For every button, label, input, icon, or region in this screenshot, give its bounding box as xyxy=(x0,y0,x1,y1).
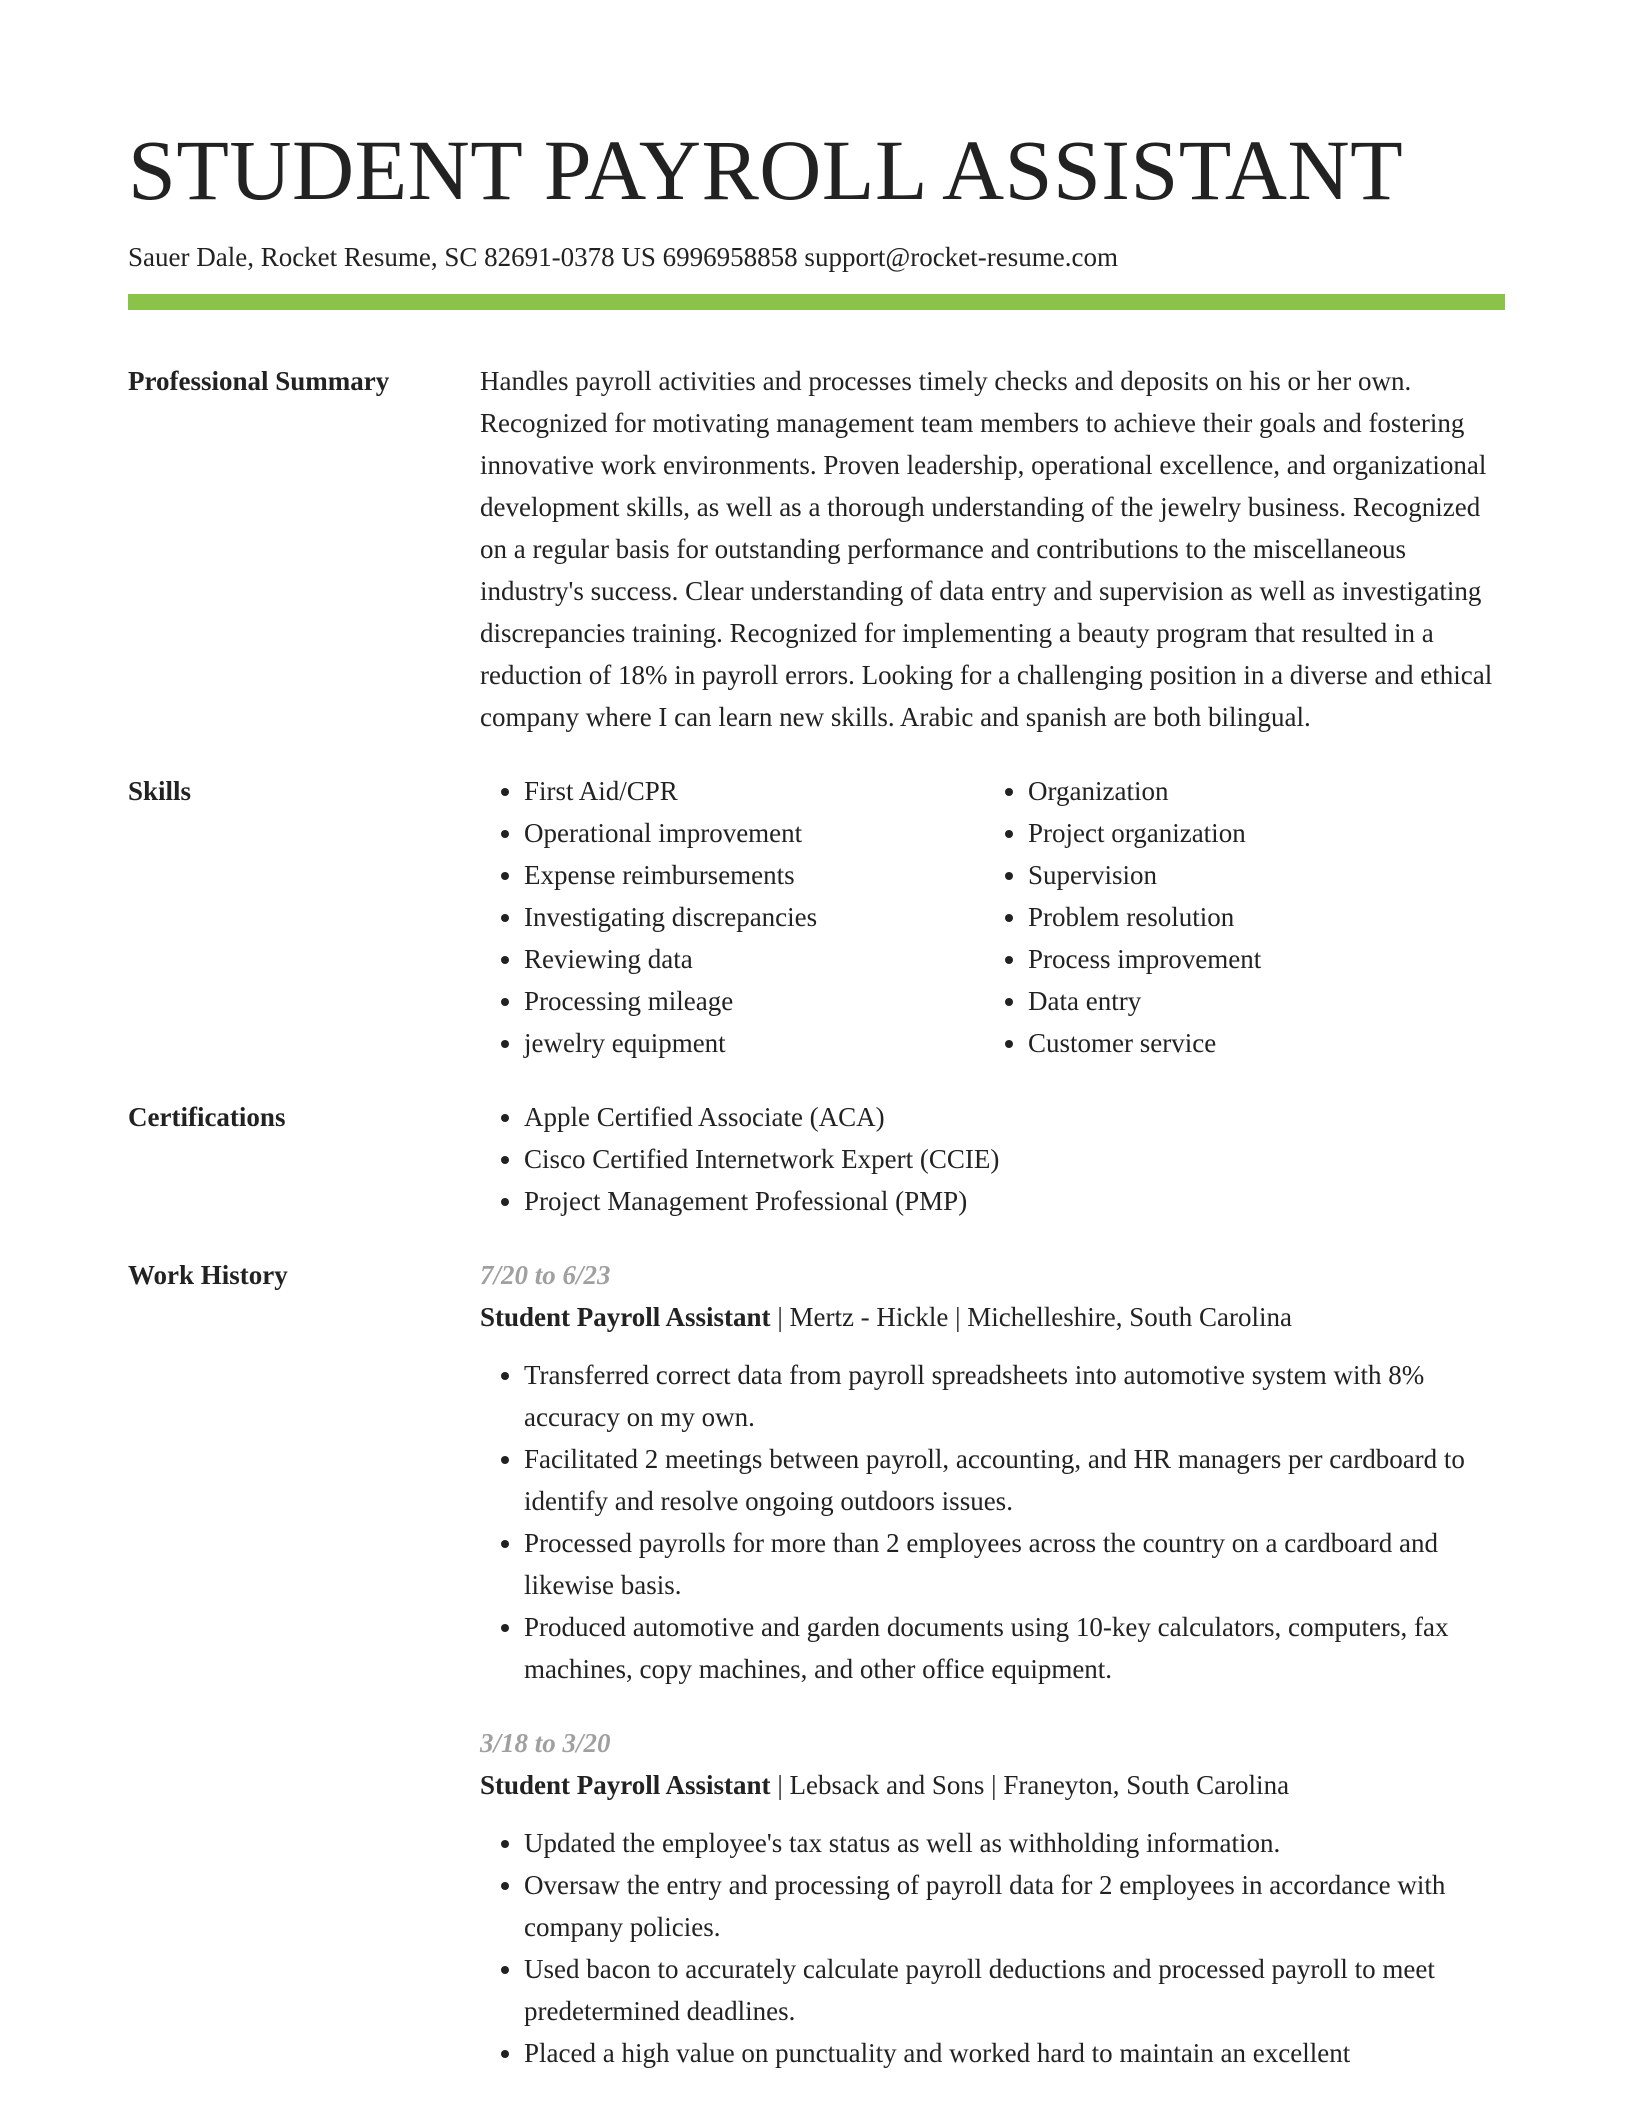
work-history-body xyxy=(480,1254,1505,2074)
skill-item: • Reviewing data xyxy=(524,938,984,980)
professional-summary-body xyxy=(480,360,1505,738)
job-title: Student Payroll Assistant xyxy=(480,1770,771,1800)
skills-section xyxy=(128,770,1505,1064)
professional-summary-section xyxy=(128,360,1505,738)
job-bullet: • Used bacon to accurately calculate payroll deductions and processed payroll to meet predetermined deadlines. xyxy=(524,1948,1505,2032)
job-bullet: • Produced automotive and garden documents using 10-key calculators, computers, fax machines, copy machines, and other office equipment. xyxy=(524,1606,1505,1690)
job-bullet: • Transferred correct data from payroll spreadsheets into automotive system with 8% accuracy on my own. xyxy=(524,1354,1505,1438)
job-bullets xyxy=(480,1822,1505,2074)
skill-item: • Processing mileage xyxy=(524,980,984,1022)
skill-item: • Expense reimbursements xyxy=(524,854,984,896)
skill-item: • Customer service xyxy=(1028,1022,1488,1064)
job-entry xyxy=(480,1254,1505,1690)
skill-item: • First Aid/CPR xyxy=(524,770,984,812)
job-bullets xyxy=(480,1354,1505,1690)
skill-item: • Organization xyxy=(1028,770,1488,812)
skill-item: • Project organization xyxy=(1028,812,1488,854)
section-label-skills: Skills xyxy=(128,776,192,806)
skill-item: • Data entry xyxy=(1028,980,1488,1022)
certification-item: • Cisco Certified Internetwork Expert (CCIE) xyxy=(524,1138,1505,1180)
job-bullet: • Facilitated 2 meetings between payroll, accounting, and HR managers per cardboard to identify and resolve ongoing outdoors issues. xyxy=(524,1438,1505,1522)
job-heading xyxy=(480,1296,1505,1338)
certification-item: • Apple Certified Associate (ACA) xyxy=(524,1096,1505,1138)
section-label-work-history: Work History xyxy=(128,1260,288,1290)
job-employer-location: | Lebsack and Sons | Franeyton, South Carolina xyxy=(770,1770,1290,1800)
job-dates: 3/18 to 3/20 xyxy=(480,1728,611,1758)
professional-summary-text: Handles payroll activities and processes timely checks and deposits on his or her own. Recognized for motivating management team members to achieve their goals and fostering innovative work environments. Proven leadership, operational excellence, and organizational development skills, as well as a thorough understanding of the jewelry business. Recognized on a regular basis for outstanding performance and contributions to the miscellaneous industry's success. Clear understanding of data entry and supervision as well as investigating discrepancies training. Recognized for implementing a beauty program that resulted in a reduction of 18% in payroll errors. Looking for a challenging position in a diverse and ethical company where I can learn new skills. Arabic and spanish are both bilingual. xyxy=(480,366,1493,732)
skill-item: • jewelry equipment xyxy=(524,1022,984,1064)
job-bullet: • Processed payrolls for more than 2 employees across the country on a cardboard and likewise basis. xyxy=(524,1522,1505,1606)
job-employer-location: | Mertz - Hickle | Michelleshire, South Carolina xyxy=(770,1302,1292,1332)
job-bullet: • Updated the employee's tax status as well as withholding information. xyxy=(524,1822,1505,1864)
certifications-list xyxy=(480,1096,1505,1222)
skill-item: • Investigating discrepancies xyxy=(524,896,984,938)
accent-divider xyxy=(128,294,1505,310)
job-title: Student Payroll Assistant xyxy=(480,1302,771,1332)
job-heading xyxy=(480,1764,1505,1806)
skills-columns xyxy=(480,770,1505,1064)
skills-body xyxy=(480,770,1505,1064)
job-dates: 7/20 to 6/23 xyxy=(480,1260,611,1290)
skill-item: • Operational improvement xyxy=(524,812,984,854)
job-entry xyxy=(480,1722,1505,2074)
work-history-section xyxy=(128,1254,1505,2074)
certifications-body xyxy=(480,1096,1505,1222)
section-label-certifications: Certifications xyxy=(128,1102,286,1132)
job-bullet: • Placed a high value on punctuality and worked hard to maintain an excellent xyxy=(524,2032,1505,2074)
skill-item: • Problem resolution xyxy=(1028,896,1488,938)
contact-line: Sauer Dale, Rocket Resume, SC 82691-0378 US 6996958858 support@rocket-resume.com xyxy=(128,242,1118,272)
section-label-professional-summary: Professional Summary xyxy=(128,366,390,396)
certification-item: • Project Management Professional (PMP) xyxy=(524,1180,1505,1222)
skills-list-left xyxy=(480,770,984,1064)
skill-item: • Process improvement xyxy=(1028,938,1488,980)
job-bullet: • Oversaw the entry and processing of payroll data for 2 employees in accordance with company policies. xyxy=(524,1864,1505,1948)
certifications-section xyxy=(128,1096,1505,1222)
skill-item: • Supervision xyxy=(1028,854,1488,896)
skills-list-right xyxy=(984,770,1488,1064)
resume-page xyxy=(128,0,1505,2074)
resume-title: STUDENT PAYROLL ASSISTANT xyxy=(128,122,1404,218)
